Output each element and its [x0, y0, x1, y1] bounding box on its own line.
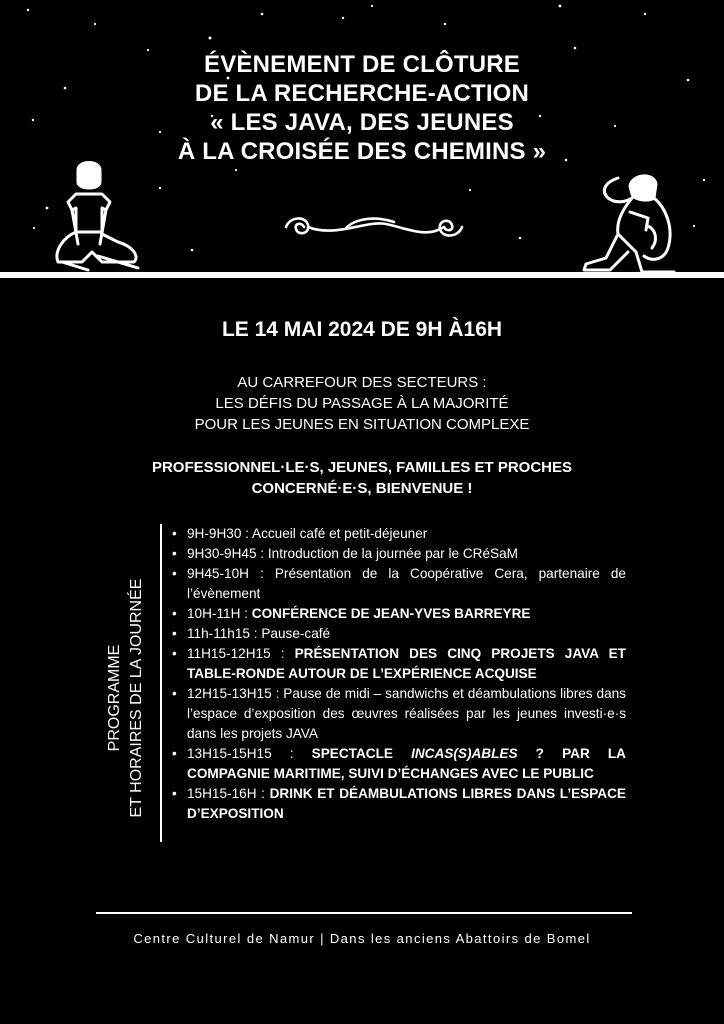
program-text: SPECTACLE: [311, 746, 412, 761]
event-title: [0, 50, 724, 166]
program-item: • 15H15-16H : DRINK ET DÉAMBULATIONS LIBRES DANS L’ESPACE D’EXPOSITION: [172, 784, 626, 824]
venue-footer: Centre Culturel de Namur | Dans les anciens Abattoirs de Bomel: [133, 931, 591, 946]
program-text: DRINK ET DÉAMBULATIONS LIBRES DANS L’ESPACE D’EXPOSITION: [187, 786, 626, 821]
title-line: À LA CROISÉE DES CHEMINS »: [177, 138, 547, 165]
program-text-after: ? PAR LA COMPAGNIE MARITIME, SUIVI D’ÉCHANGES AVEC LE PUBLIC: [187, 746, 626, 781]
program-text: Pause-café: [261, 626, 331, 641]
program-item: • 12H15-13H15 : Pause de midi – sandwichs et déambulations libres dans l’espace d’exposition des œuvres réalisées par les jeunes investi·e·s dans les projets JAVA: [172, 684, 626, 744]
program-text: Accueil café et petit-déjeuner: [252, 526, 428, 541]
program-text: CONFÉRENCE DE JEAN-YVES BARREYRE: [251, 606, 531, 621]
program-time: 11H15-12H15: [187, 646, 271, 661]
title-line: DE LA RECHERCHE-ACTION: [194, 80, 530, 107]
program-time: 13H15-15H15: [187, 746, 272, 761]
program-time: 15H15-16H: [187, 786, 257, 801]
program-time: 9H30-9H45: [187, 546, 257, 561]
program-divider: [160, 524, 162, 842]
horizon-line: [0, 272, 724, 278]
welcome-message: [0, 457, 724, 499]
program-text: Introduction de la journée par le CRéSaM: [267, 546, 518, 561]
program-label: [100, 538, 152, 858]
title-line: « LES JAVA, DES JEUNES: [210, 109, 514, 136]
program-label-line: ET HORAIRES DE LA JOURNÉE: [128, 578, 145, 818]
program-item: • 9H-9H30 : Accueil café et petit-déjeuner: [172, 524, 626, 544]
program-time: 9H45-10H: [187, 566, 249, 581]
program-text: PRÉSENTATION DES CINQ PROJETS JAVA ET TABLE-RONDE AUTOUR DE L’EXPÉRIENCE ACQUISE: [187, 646, 626, 681]
flourish-ornament-icon: [276, 210, 472, 244]
sitting-person-left-icon: [48, 158, 144, 276]
program-item: • 11h-11h15 : Pause-café: [172, 624, 626, 644]
program-item: • 13H15-15H15 : SPECTACLE INCAS(S)ABLES ? PAR LA COMPAGNIE MARITIME, SUIVI D’ÉCHANGES AVEC LE PUBLIC: [172, 744, 626, 784]
program-time: 10H-11H: [187, 606, 241, 621]
title-line: ÉVÈNEMENT DE CLÔTURE: [203, 51, 521, 78]
program-time: 9H-9H30: [187, 526, 242, 541]
event-date: LE 14 MAI 2024 DE 9H À16H: [221, 318, 503, 341]
welcome-line: PROFESSIONNEL·LE·S, JEUNES, FAMILLES ET PROCHES: [151, 459, 573, 476]
program-label-line: PROGRAMME: [106, 644, 123, 752]
program-text: Pause de midi – sandwichs et déambulations libres dans l’espace d’exposition des œuvres réalisées par les jeunes investi·e·s dans les projets JAVA: [187, 686, 626, 741]
program-time: 12H15-13H15: [187, 686, 272, 701]
sitting-person-right-icon: [578, 168, 684, 280]
program-text: Présentation de la Coopérative Cera, partenaire de l’évènement: [187, 566, 626, 601]
subtitle-line: LES DÉFIS DU PASSAGE À LA MAJORITÉ: [215, 395, 509, 412]
footer-divider: [96, 912, 632, 914]
program-item: • 9H30-9H45 : Introduction de la journée par le CRéSaM: [172, 544, 626, 564]
show-title: INCAS(S)ABLES: [411, 746, 518, 761]
program-item: • 9H45-10H : Présentation de la Coopérative Cera, partenaire de l’évènement: [172, 564, 626, 604]
program-item: • 10H-11H : CONFÉRENCE DE JEAN-YVES BARREYRE: [172, 604, 626, 624]
program-list: [172, 524, 626, 824]
welcome-line: CONCERNÉ·E·S, BIENVENUE !: [251, 480, 473, 497]
program-time: 11h-11h15: [187, 626, 250, 641]
event-subtitle: [0, 372, 724, 435]
program-item: • 11H15-12H15 : PRÉSENTATION DES CINQ PROJETS JAVA ET TABLE-RONDE AUTOUR DE L’EXPÉRIENCE ACQUISE: [172, 644, 626, 684]
subtitle-line: AU CARREFOUR DES SECTEURS :: [237, 374, 487, 391]
subtitle-line: POUR LES JEUNES EN SITUATION COMPLEXE: [194, 416, 530, 433]
